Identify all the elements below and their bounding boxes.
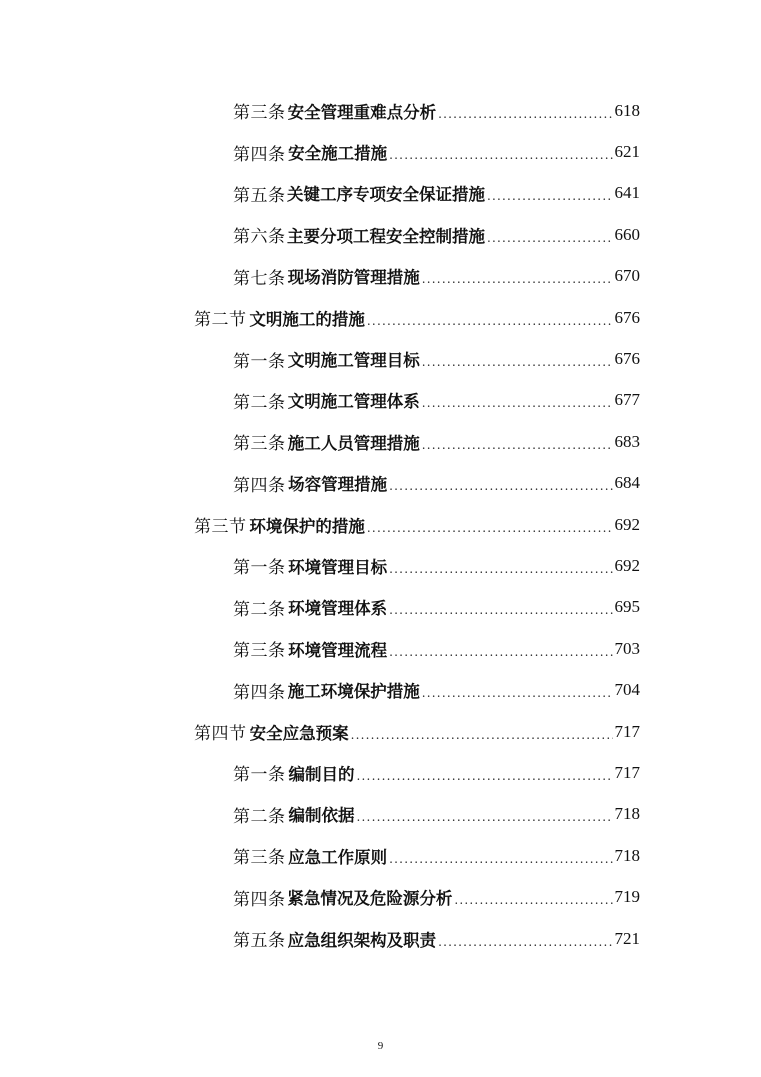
toc-article-entry[interactable]	[0, 835, 640, 876]
toc-article-entry[interactable]	[0, 794, 640, 835]
toc-dot-leader	[351, 728, 613, 742]
toc-article-entry[interactable]	[0, 628, 640, 669]
toc-dot-leader	[422, 686, 613, 700]
toc-entry-title: 关键工序专项安全保证措施	[286, 185, 485, 205]
toc-entry-title: 紧急情况及危险源分析	[287, 889, 453, 909]
toc-article-entry[interactable]	[0, 463, 640, 504]
toc-article-entry[interactable]	[0, 338, 640, 379]
toc-article-entry[interactable]	[0, 380, 640, 421]
toc-entry-title: 现场消防管理措施	[287, 268, 420, 288]
toc-entry-title: 编制目的	[288, 764, 355, 784]
toc-entry-title: 环境管理体系	[288, 599, 388, 619]
toc-entry-label: 第四节	[194, 724, 247, 745]
toc-dot-leader	[367, 521, 613, 535]
toc-entry-label: 第二条	[233, 392, 286, 413]
toc-dot-leader	[487, 189, 613, 203]
toc-dot-leader	[438, 107, 612, 121]
toc-entry-label: 第三条	[233, 641, 286, 662]
toc-dot-leader	[367, 314, 613, 328]
toc-entry-label: 第七条	[233, 268, 286, 289]
toc-entry-page-number: 684	[614, 473, 640, 493]
toc-dot-leader	[454, 893, 612, 907]
table-of-contents	[0, 90, 761, 959]
toc-dot-leader	[357, 769, 613, 783]
toc-article-entry[interactable]	[0, 876, 640, 917]
toc-entry-label: 第三条	[233, 848, 286, 869]
toc-entry-page-number: 676	[614, 307, 640, 327]
toc-article-entry[interactable]	[0, 421, 640, 462]
toc-entry-title: 应急组织架构及职责	[287, 930, 437, 950]
toc-dot-leader	[438, 935, 612, 949]
toc-dot-leader	[389, 562, 612, 576]
toc-entry-label: 第五条	[233, 185, 286, 206]
toc-entry-page-number: 618	[614, 100, 640, 120]
toc-dot-leader	[389, 148, 612, 162]
toc-dot-leader	[389, 603, 612, 617]
toc-entry-title: 主要分项工程安全控制措施	[286, 226, 485, 246]
toc-entry-page-number: 692	[614, 514, 640, 534]
toc-entry-title: 文明施工管理目标	[287, 351, 420, 371]
toc-entry-label: 第三节	[194, 517, 247, 538]
toc-entry-label: 第二条	[233, 806, 286, 827]
toc-entry-label: 第二节	[194, 310, 247, 331]
toc-entry-label: 第六条	[233, 227, 286, 248]
toc-article-entry[interactable]	[0, 587, 640, 628]
toc-article-entry[interactable]	[0, 918, 640, 959]
toc-dot-leader	[389, 479, 612, 493]
toc-entry-label: 第四条	[233, 144, 286, 165]
toc-entry-page-number: 683	[614, 431, 640, 451]
toc-entry-title: 环境管理目标	[288, 557, 388, 577]
toc-entry-title: 安全施工措施	[288, 144, 388, 164]
toc-entry-label: 第一条	[233, 558, 286, 579]
toc-article-entry[interactable]	[0, 214, 640, 255]
toc-entry-page-number: 677	[614, 390, 640, 410]
toc-article-entry[interactable]	[0, 545, 640, 586]
toc-dot-leader	[389, 852, 612, 866]
toc-article-entry[interactable]	[0, 256, 640, 297]
toc-entry-page-number: 641	[614, 183, 640, 203]
toc-dot-leader	[422, 438, 613, 452]
toc-entry-title: 场容管理措施	[288, 475, 388, 495]
toc-dot-leader	[389, 645, 612, 659]
toc-article-entry[interactable]	[0, 752, 640, 793]
toc-article-entry[interactable]	[0, 90, 640, 131]
toc-entry-title: 编制依据	[288, 806, 355, 826]
toc-entry-label: 第一条	[233, 765, 286, 786]
toc-entry-page-number: 717	[614, 721, 640, 741]
toc-entry-page-number: 704	[614, 680, 640, 700]
toc-entry-title: 环境保护的措施	[249, 516, 365, 536]
toc-section-entry[interactable]	[0, 297, 640, 338]
toc-dot-leader	[422, 272, 613, 286]
toc-dot-leader	[487, 231, 613, 245]
toc-entry-page-number: 692	[614, 555, 640, 575]
toc-article-entry[interactable]	[0, 173, 640, 214]
toc-entry-label: 第三条	[233, 434, 286, 455]
toc-entry-page-number: 621	[614, 142, 640, 162]
toc-dot-leader	[422, 396, 613, 410]
toc-entry-page-number: 719	[614, 887, 640, 907]
toc-entry-title: 环境管理流程	[288, 640, 388, 660]
toc-entry-page-number: 718	[614, 845, 640, 865]
toc-section-entry[interactable]	[0, 711, 640, 752]
toc-entry-title: 施工环境保护措施	[287, 682, 420, 702]
toc-entry-label: 第一条	[233, 351, 286, 372]
toc-entry-label: 第四条	[233, 889, 286, 910]
toc-entry-page-number: 670	[614, 266, 640, 286]
toc-entry-page-number: 660	[614, 224, 640, 244]
toc-section-entry[interactable]	[0, 504, 640, 545]
toc-dot-leader	[422, 355, 613, 369]
toc-entry-page-number: 703	[614, 638, 640, 658]
toc-entry-page-number: 717	[614, 762, 640, 782]
toc-entry-title: 应急工作原则	[288, 847, 388, 867]
toc-entry-page-number: 695	[614, 597, 640, 617]
toc-entry-label: 第四条	[233, 475, 286, 496]
toc-article-entry[interactable]	[0, 131, 640, 172]
toc-entry-label: 第三条	[233, 103, 286, 124]
toc-article-entry[interactable]	[0, 669, 640, 710]
toc-entry-title: 安全管理重难点分析	[287, 102, 437, 122]
toc-dot-leader	[357, 810, 613, 824]
toc-entry-title: 安全应急预案	[249, 723, 349, 743]
toc-entry-title: 文明施工的措施	[249, 309, 365, 329]
toc-entry-page-number: 721	[614, 928, 640, 948]
toc-entry-title: 文明施工管理体系	[287, 392, 420, 412]
toc-entry-label: 第二条	[233, 599, 286, 620]
toc-entry-page-number: 718	[614, 804, 640, 824]
toc-entry-page-number: 676	[614, 349, 640, 369]
toc-entry-title: 施工人员管理措施	[287, 433, 420, 453]
page-number: 9	[377, 1040, 384, 1052]
toc-entry-label: 第五条	[233, 931, 286, 951]
toc-entry-label: 第四条	[233, 682, 286, 703]
